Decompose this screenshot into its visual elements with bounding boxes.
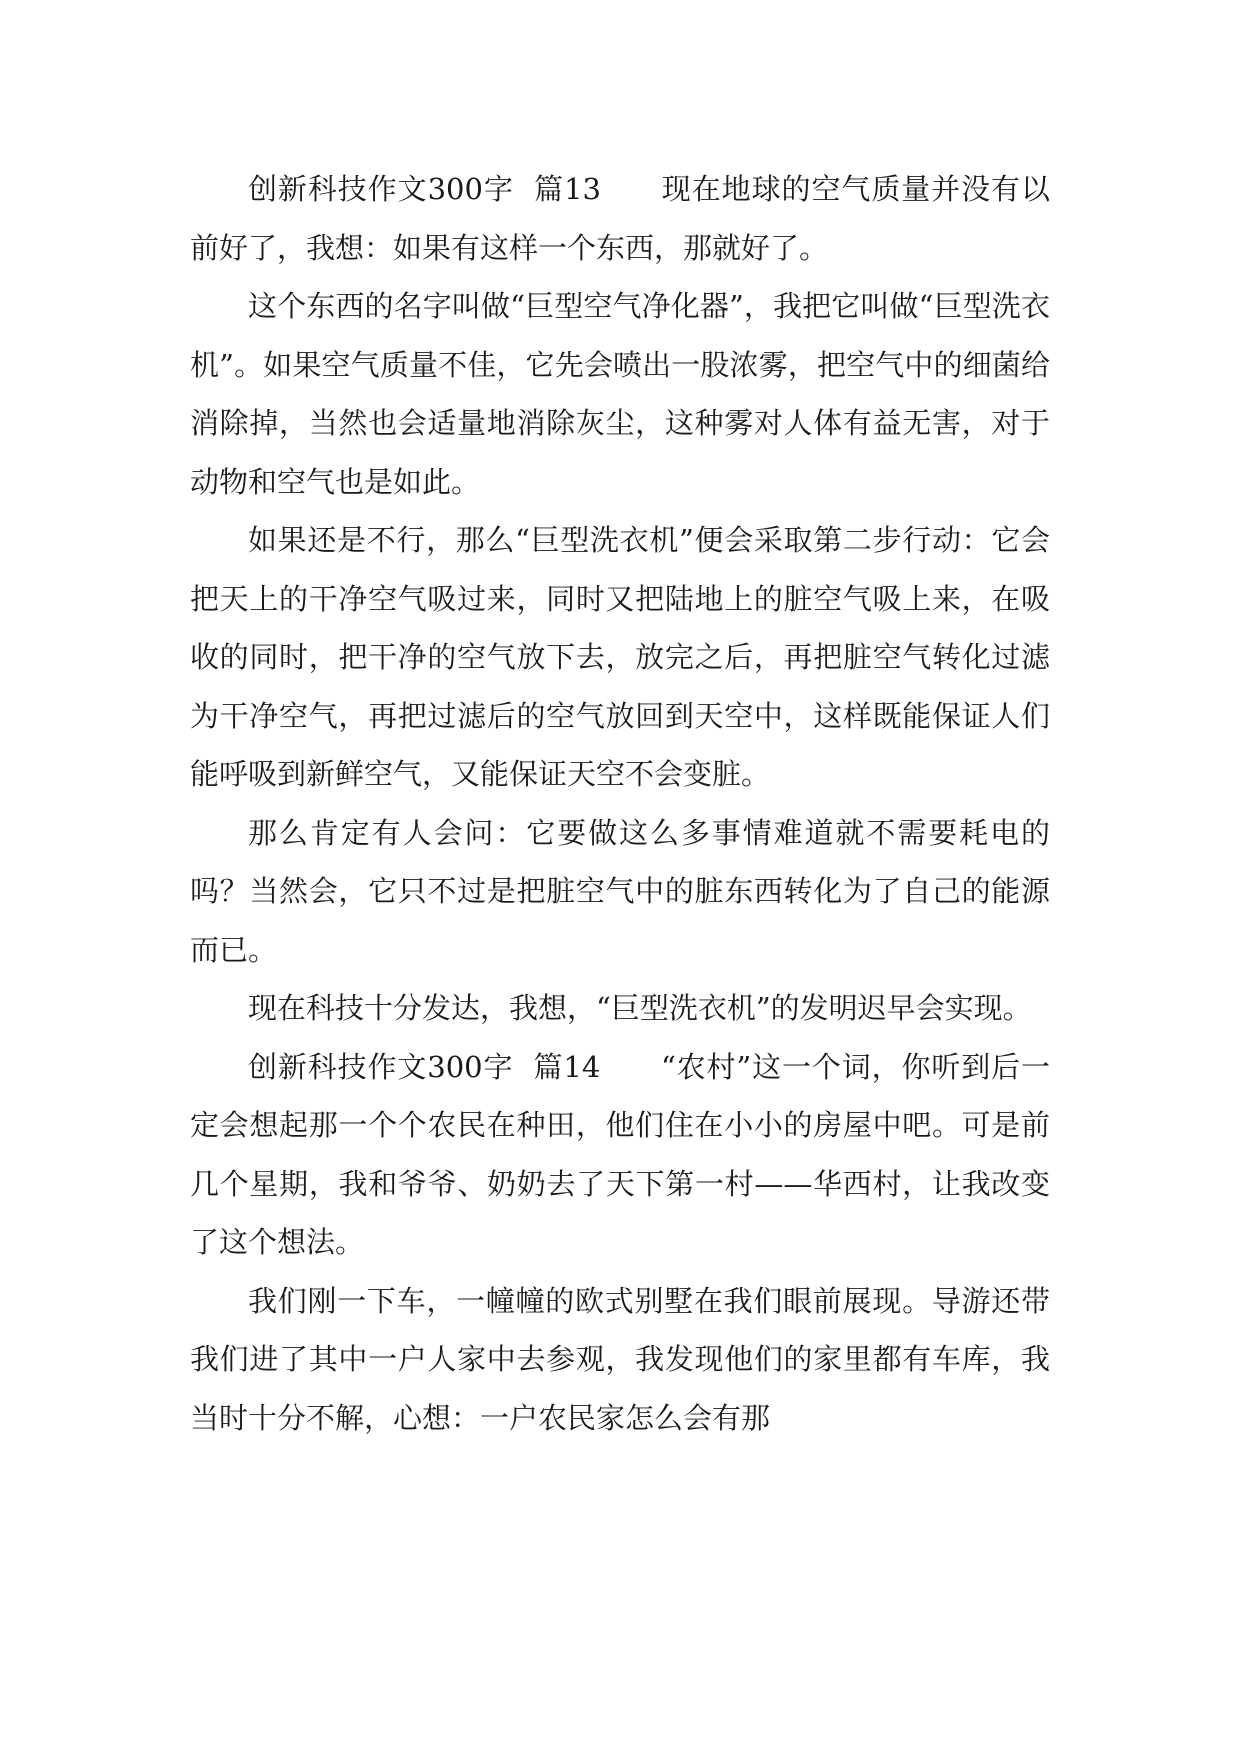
paragraph-air-purifier-description: 这个东西的名字叫做“巨型空气净化器”，我把它叫做“巨型洗衣机”。如果空气质量不佳，它先会喷出一股浓雾，把空气中的细菌给消除掉，当然也会适量地消除灰尘，这种雾对人体有益无害，对于动物和空气也是如此。: [190, 289, 1050, 499]
paragraph-essay-14-intro: 创新科技作文300字 篇14 “农村”这一个词，你听到后一定会想起那一个个农民在种田，他们住在小小的房屋中吧。可是前几个星期，我和爷爷、奶奶去了天下第一村——华西村，让我改变了这个想法。: [190, 1049, 1050, 1259]
paragraph-conclusion: 现在科技十分发达，我想，“巨型洗衣机”的发明迟早会实现。: [248, 991, 1032, 1025]
paragraph-energy-question: 那么肯定有人会问：它要做这么多事情难道就不需要耗电的吗？当然会，它只不过是把脏空气中的脏东西转化为了自己的能源而已。: [190, 815, 1050, 967]
document-body: [190, 160, 1050, 1447]
paragraph-village-visit: 我们刚一下车，一幢幢的欧式别墅在我们眼前展现。导游还带我们进了其中一户人家中去参观，我发现他们的家里都有车库，我当时十分不解，心想：一户农民家怎么会有那: [190, 1283, 1050, 1435]
paragraph-essay-13-intro: 创新科技作文300字 篇13 现在地球的空气质量并没有以前好了，我想：如果有这样一个东西，那就好了。: [190, 172, 1050, 265]
paragraph-second-step: 如果还是不行，那么“巨型洗衣机”便会采取第二步行动：它会把天上的干净空气吸过来，同时又把陆地上的脏空气吸上来，在吸收的同时，把干净的空气放下去，放完之后，再把脏空气转化过滤为干净空气，再把过滤后的空气放回到天空中，这样既能保证人们能呼吸到新鲜空气，又能保证天空不会变脏。: [190, 523, 1050, 791]
